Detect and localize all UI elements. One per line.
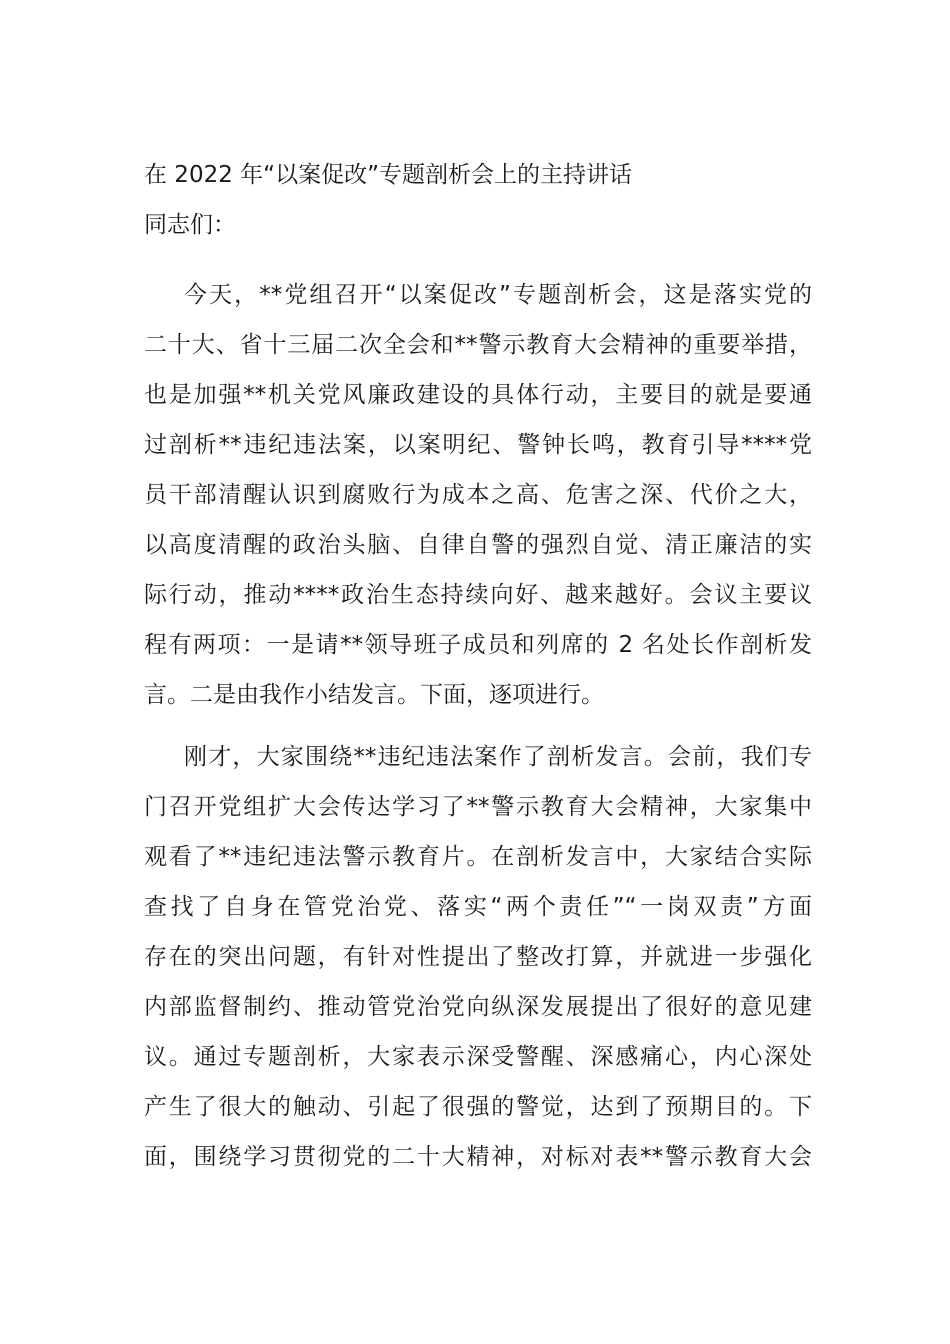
paragraph-line: 议。通过专题剖析，大家表示深受警醒、深感痛心，内心深处: [144, 1044, 812, 1070]
paragraph-line: 面，围绕学习贯彻党的二十大精神，对标对表**警示教育大会: [144, 1144, 812, 1170]
paragraph-line: 存在的突出问题，有针对性提出了整改打算，并就进一步强化: [144, 944, 812, 970]
paragraph-line: 门召开党组扩大会传达学习了**警示教育大会精神，大家集中: [144, 794, 812, 820]
paragraph-line: 产生了很大的触动、引起了很强的警觉，达到了预期目的。下: [144, 1094, 812, 1120]
paragraph-1: [144, 270, 812, 720]
salutation: 同志们：: [144, 212, 236, 238]
paragraph-line: 以高度清醒的政治头脑、自律自警的强烈自觉、清正廉洁的实: [144, 532, 812, 558]
paragraph-line: 刚才，大家围绕**违纪违法案作了剖析发言。会前，我们专: [184, 744, 812, 770]
paragraph-line: 言。二是由我作小结发言。下面，逐项进行。: [144, 682, 604, 708]
paragraph-2: [144, 732, 812, 1182]
paragraph-line: 际行动，推动****政治生态持续向好、越来越好。会议主要议: [144, 582, 812, 608]
paragraph-line: 员干部清醒认识到腐败行为成本之高、危害之深、代价之大，: [144, 482, 812, 508]
paragraph-line: 过剖析**违纪违法案，以案明纪、警钟长鸣，教育引导****党: [144, 432, 812, 458]
paragraph-line: 程有两项：一是请**领导班子成员和列席的 2 名处长作剖析发: [144, 632, 812, 658]
paragraph-line: 今天，**党组召开“以案促改”专题剖析会，这是落实党的: [184, 282, 812, 308]
paragraph-line: 内部监督制约、推动管党治党向纵深发展提出了很好的意见建: [144, 994, 812, 1020]
document-body: [144, 150, 812, 1182]
paragraph-line: 也是加强**机关党风廉政建设的具体行动，主要目的就是要通: [144, 382, 812, 408]
document-title: 在 2022 年“以案促改”专题剖析会上的主持讲话: [144, 162, 632, 188]
paragraph-line: 二十大、省十三届二次全会和**警示教育大会精神的重要举措，: [144, 332, 812, 358]
paragraph-line: 观看了**违纪违法警示教育片。在剖析发言中，大家结合实际: [144, 844, 812, 870]
paragraph-line: 查找了自身在管党治党、落实“两个责任”“一岗双责”方面: [144, 894, 812, 920]
